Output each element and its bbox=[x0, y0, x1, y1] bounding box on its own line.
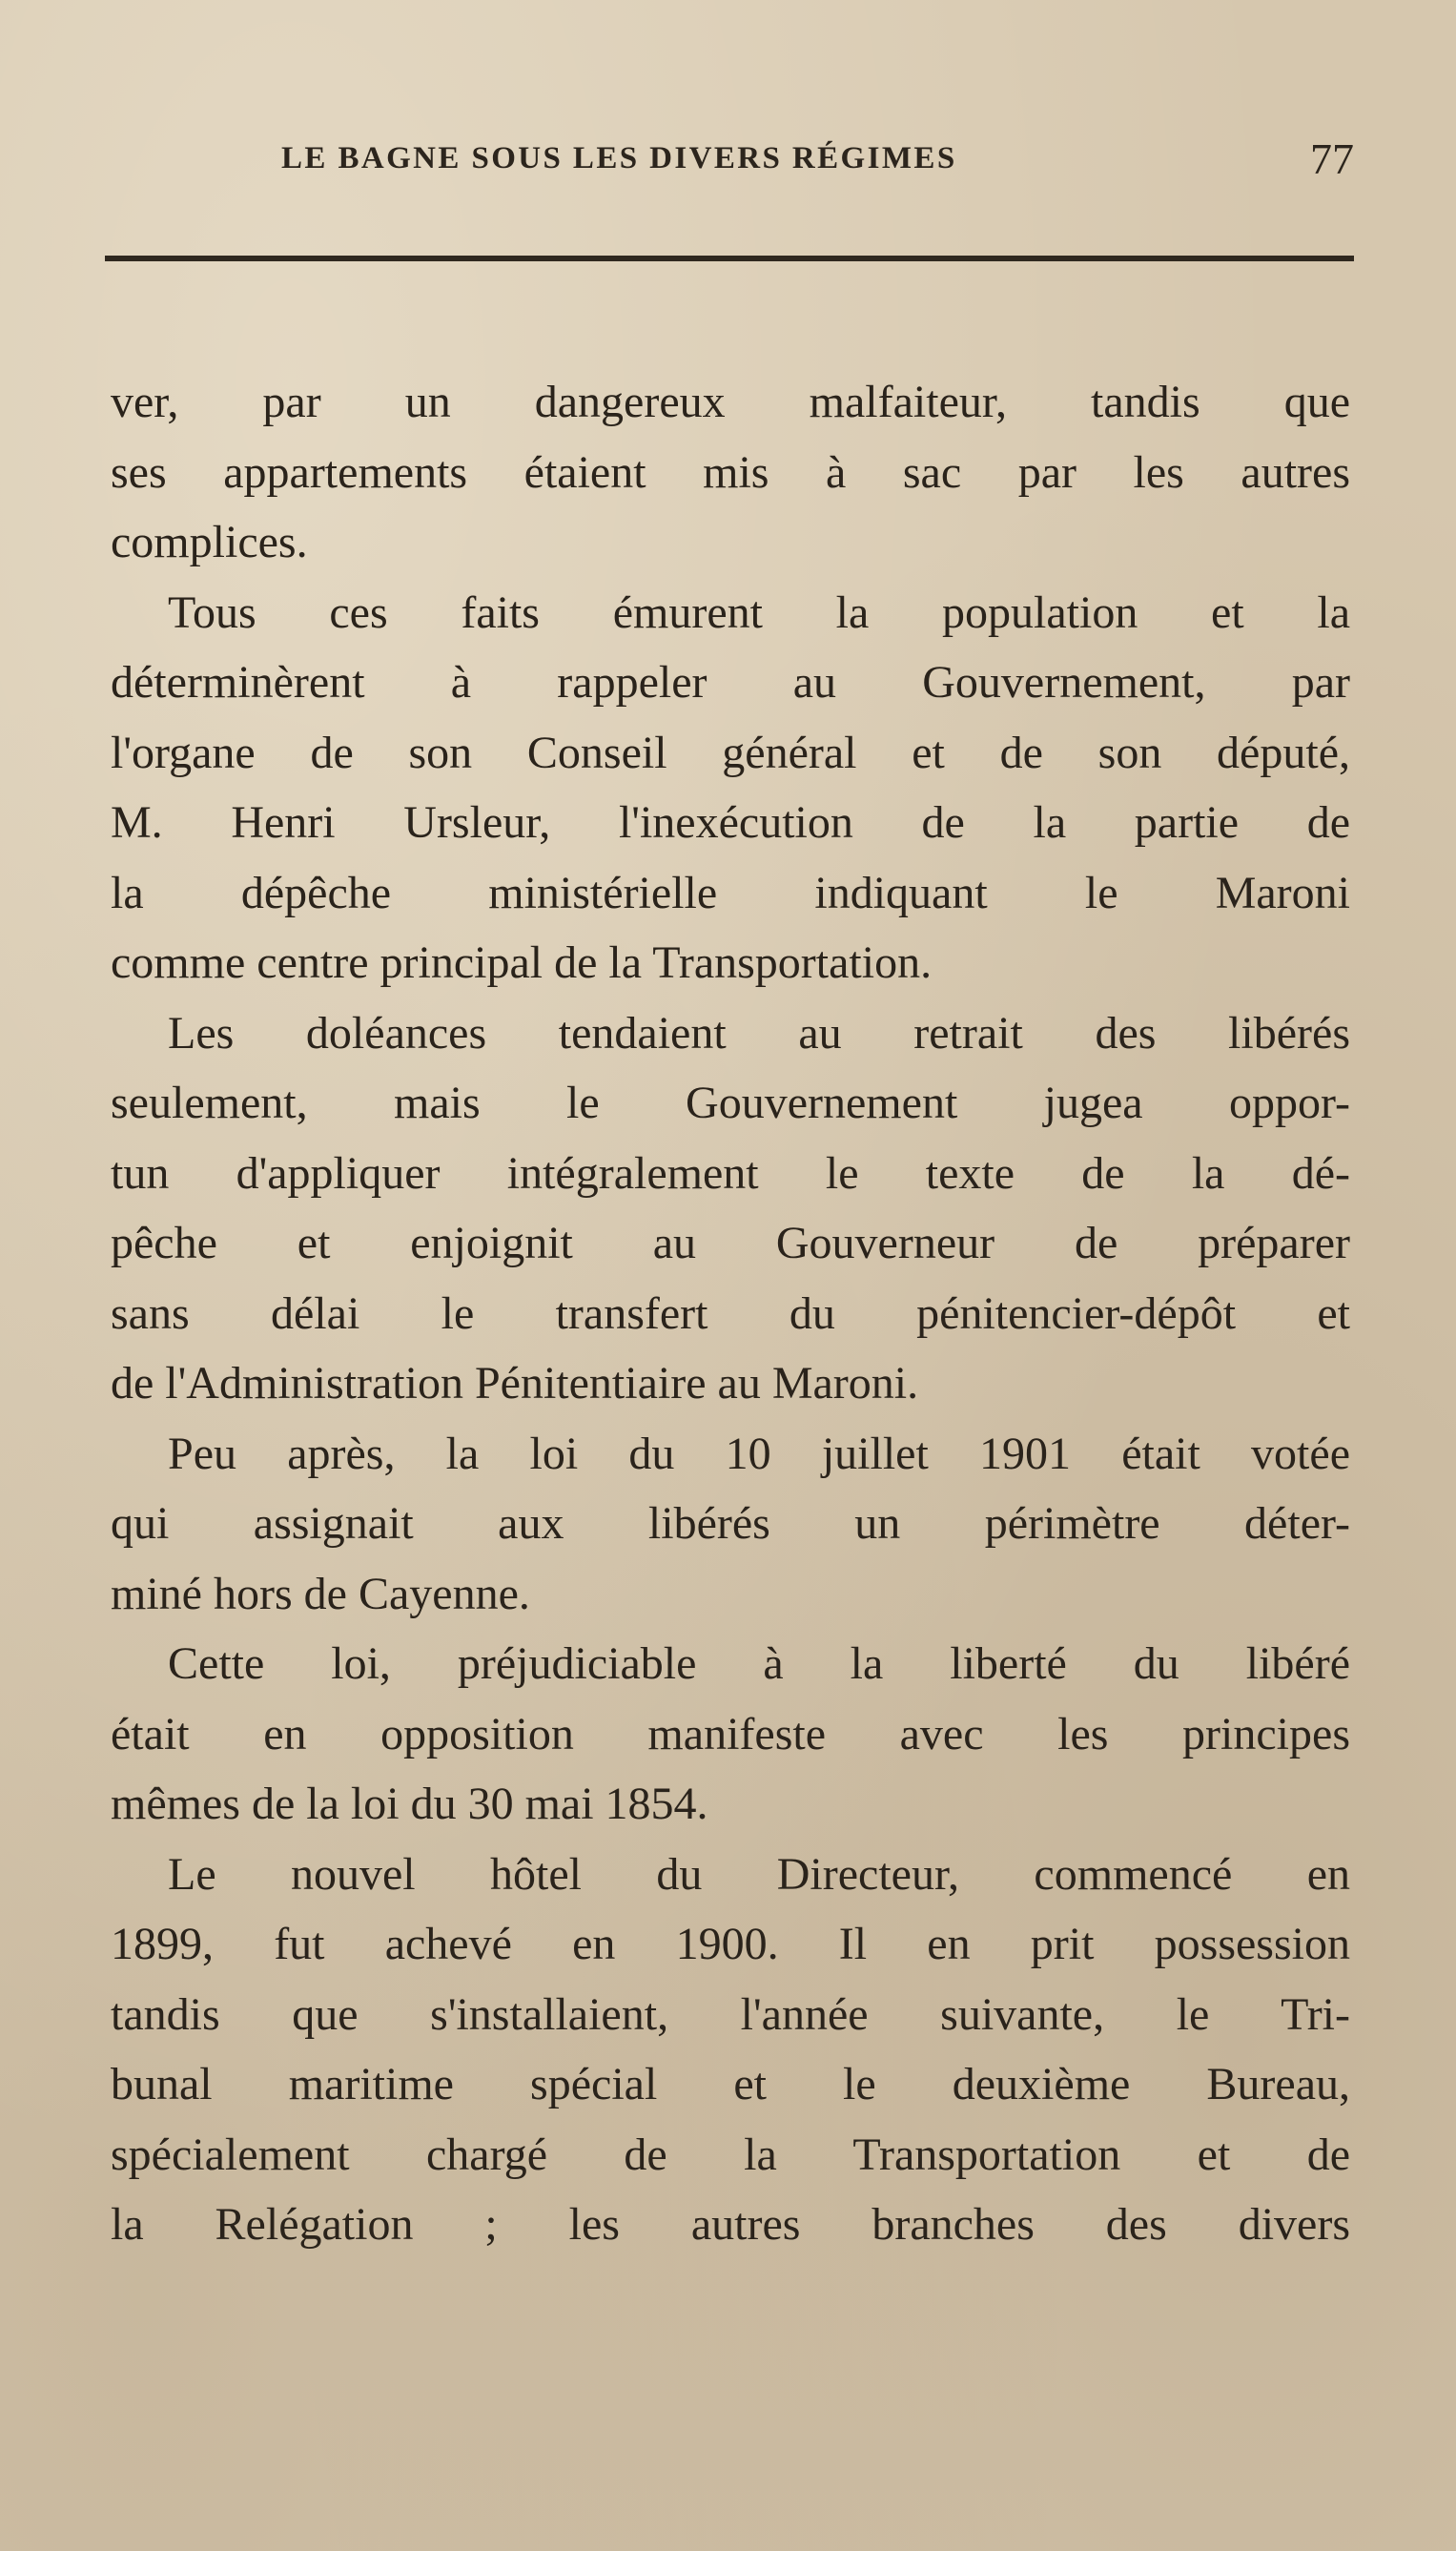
text-line: Peu après, la loi du 10 juillet 1901 était votée bbox=[168, 1428, 1350, 1479]
text-line: qui assignait aux libérés un périmètre déter- bbox=[111, 1498, 1350, 1549]
running-title: LE BAGNE SOUS LES DIVERS RÉGIMES bbox=[281, 141, 957, 175]
page-number: 77 bbox=[1310, 134, 1354, 183]
text-line: l'organe de son Conseil général et de son député, bbox=[111, 727, 1350, 778]
text-line: était en opposition manifeste avec les principes bbox=[111, 1708, 1350, 1759]
text-line: Les doléances tendaient au retrait des libérés bbox=[168, 1007, 1350, 1059]
text-line: Cette loi, préjudiciable à la liberté du libéré bbox=[168, 1638, 1350, 1689]
text-line: pêche et enjoignit au Gouverneur de préparer bbox=[111, 1218, 1350, 1268]
text-line: complices. bbox=[111, 517, 308, 567]
text-line: miné hors de Cayenne. bbox=[111, 1568, 530, 1619]
text-line: tandis que s'installaient, l'année suivante, le Tri- bbox=[111, 1988, 1350, 2040]
text-line: tun d'appliquer intégralement le texte de la dé- bbox=[111, 1147, 1350, 1199]
text-line: 1899, fut achevé en 1900. Il en prit possession bbox=[111, 1919, 1350, 1969]
text-line: la dépêche ministérielle indiquant le Maroni bbox=[111, 867, 1350, 918]
text-line: ses appartements étaient mis à sac par les autres bbox=[111, 446, 1350, 498]
text-line: Tous ces faits émurent la population et la bbox=[168, 586, 1350, 638]
running-head bbox=[105, 132, 1354, 189]
text-line: bunal maritime spécial et le deuxième Bureau, bbox=[111, 2059, 1350, 2109]
text-line: de l'Administration Pénitentiaire au Maroni. bbox=[111, 1358, 919, 1409]
text-line: ver, par un dangereux malfaiteur, tandis que bbox=[111, 377, 1350, 427]
text-line: M. Henri Ursleur, l'inexécution de la partie de bbox=[111, 797, 1350, 848]
text-line: la Relégation ; les autres branches des divers bbox=[111, 2199, 1350, 2250]
body-text bbox=[111, 367, 1350, 2260]
text-line: comme centre principal de la Transportation. bbox=[111, 937, 933, 988]
text-line: sans délai le transfert du pénitencier-dépôt et bbox=[111, 1287, 1350, 1339]
text-line: seulement, mais le Gouvernement jugea oppor- bbox=[111, 1078, 1350, 1128]
text-line: déterminèrent à rappeler au Gouvernement, par bbox=[111, 657, 1350, 708]
header-rule bbox=[105, 256, 1354, 261]
text-line: mêmes de la loi du 30 mai 1854. bbox=[111, 1779, 708, 1829]
text-line: spécialement chargé de la Transportation et de bbox=[111, 2129, 1350, 2180]
text-line: Le nouvel hôtel du Directeur, commencé en bbox=[168, 1848, 1350, 1900]
